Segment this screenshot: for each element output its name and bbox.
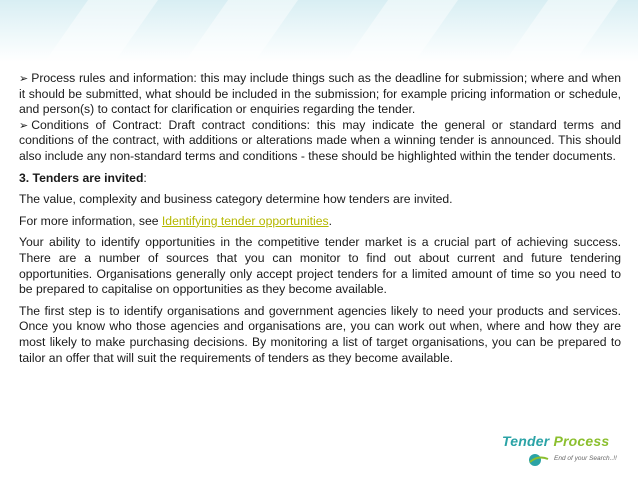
logo-name-part2: Process	[553, 433, 610, 449]
section-heading	[19, 171, 621, 187]
header-band	[0, 0, 638, 62]
arrow-bullet-icon: ➢	[19, 72, 29, 85]
arrow-bullet-icon: ➢	[19, 118, 29, 132]
identifying-opportunities-link[interactable]: Identifying tender opportunities	[161, 213, 329, 228]
heading-text: 3. Tenders are invited	[19, 170, 144, 185]
bullet-process-rules	[19, 71, 621, 118]
decorative-stripe	[318, 0, 472, 62]
more-info-prefix: For more information, see	[19, 213, 162, 228]
decorative-stripe	[18, 0, 172, 62]
bullet-conditions-of-contract	[19, 118, 621, 165]
bullet-text: Process rules and information: this may include things such as the deadline for submission; where and when it should be submitted, what should be included in the submission; for example pricing information or schedule, and person(s) to contact for clarification or enquiries regarding the tender.	[19, 71, 621, 117]
logo-name-part1: Tender	[502, 433, 554, 449]
more-info-suffix: .	[328, 213, 332, 228]
bullet-text: Conditions of Contract: Draft contract conditions: this may indicate the general or standard terms and conditions of the contract, with additions or alterations made when a winning tender is announced. This should also include any non-standard terms and conditions - these should be highlighted within the tender documents.	[19, 117, 621, 163]
body-paragraph: Your ability to identify opportunities in the competitive tender market is a crucial part of achieving success. There are a number of sources that you can monitor to find out about current and future tendering opportunities. Organisations generally only accept project tenders for a limited amount of time so you need to be prepared to capitalise on opportunities as they become available.	[19, 235, 621, 297]
more-info-paragraph	[19, 214, 621, 230]
body-paragraph: The first step is to identify organisations and government agencies likely to need your products and services. Once you know who those agencies and organisations are, you can work out when, where and how they are most likely to make purchasing decisions. By monitoring a list of target organisations, you can be prepared to tailor an offer that will suit the requirements of tenders as they become available.	[19, 303, 621, 365]
decorative-stripe	[158, 0, 312, 62]
decorative-stripe	[478, 0, 632, 62]
intro-paragraph: The value, complexity and business category determine how tenders are invited.	[19, 192, 453, 207]
tender-process-logo	[502, 431, 630, 471]
logo-tagline: End of your Search..!!	[554, 455, 617, 462]
globe-swirl-icon	[528, 453, 550, 467]
heading-colon: :	[143, 170, 147, 185]
slide-content	[19, 71, 621, 372]
logo-wordmark	[502, 433, 609, 449]
